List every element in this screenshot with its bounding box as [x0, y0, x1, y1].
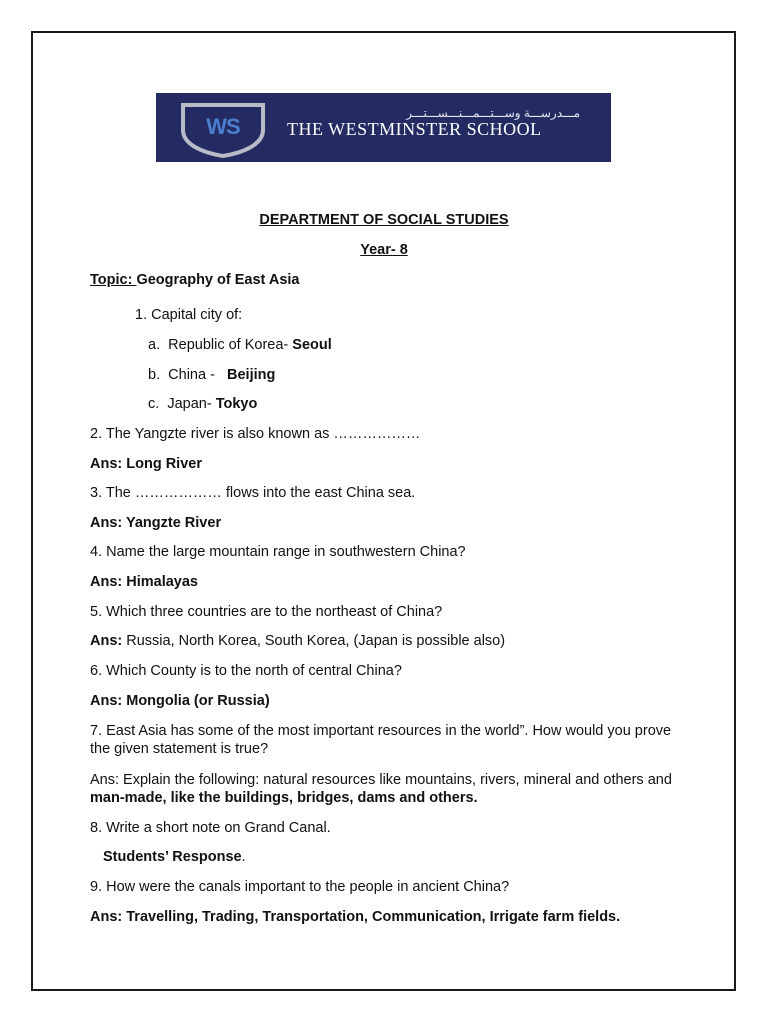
- question-5: 5. Which three countries are to the northeast of China?: [90, 604, 443, 620]
- question-6: 6. Which County is to the north of central China?: [90, 663, 402, 679]
- school-name-arabic: مـــدرســـة وســـتـــمـــنـــســـتـــر: [406, 106, 580, 120]
- year-title: Year- 8: [360, 242, 408, 258]
- response-8: Students’ Response.: [103, 849, 246, 865]
- answer-4: Ans: Himalayas: [90, 574, 198, 590]
- question-8: 8. Write a short note on Grand Canal.: [90, 820, 331, 836]
- topic-value: Geography of East Asia: [136, 272, 300, 288]
- question-1b: b. China - Beijing: [148, 367, 276, 383]
- answer-2: Ans: Long River: [90, 456, 202, 472]
- answer-1a: Seoul: [292, 337, 332, 353]
- school-name: THE WESTMINSTER SCHOOL: [287, 119, 542, 139]
- question-9: 9. How were the canals important to the people in ancient China?: [90, 879, 510, 895]
- answer-9: Ans: Travelling, Trading, Transportation, Communication, Irrigate farm fields.: [90, 909, 621, 925]
- question-7: 7. East Asia has some of the most important resources in the world”. How would you prove the given statement is true?: [90, 723, 672, 757]
- answer-1b: Beijing: [227, 367, 276, 383]
- answer-1c: Tokyo: [215, 396, 258, 412]
- page-border: [31, 31, 736, 991]
- answer-3: Ans: Yangzte River: [90, 515, 222, 531]
- school-shield-logo: [180, 102, 266, 158]
- department-title: DEPARTMENT OF SOCIAL STUDIES: [259, 212, 509, 228]
- question-1c: c. Japan- Tokyo: [148, 396, 258, 412]
- question-2: 2. The Yangzte river is also known as ………………: [90, 426, 421, 442]
- topic-line: [90, 272, 300, 288]
- question-4: 4. Name the large mountain range in southwestern China?: [90, 544, 466, 560]
- question-1: 1. Capital city of:: [135, 307, 243, 323]
- logo-initials: WS: [206, 114, 240, 139]
- question-1a: a. Republic of Korea- Seoul: [148, 337, 332, 353]
- answer-7: Ans: Explain the following: natural resources like mountains, rivers, mineral and others and man-made, like the buildings, bridges, dams and others.: [90, 772, 672, 806]
- question-3: 3. The ……………… flows into the east China sea.: [90, 485, 416, 501]
- topic-label: Topic:: [90, 272, 137, 288]
- answer-5: Ans: Russia, North Korea, South Korea, (Japan is possible also): [90, 633, 506, 649]
- answer-6: Ans: Mongolia (or Russia): [90, 693, 270, 709]
